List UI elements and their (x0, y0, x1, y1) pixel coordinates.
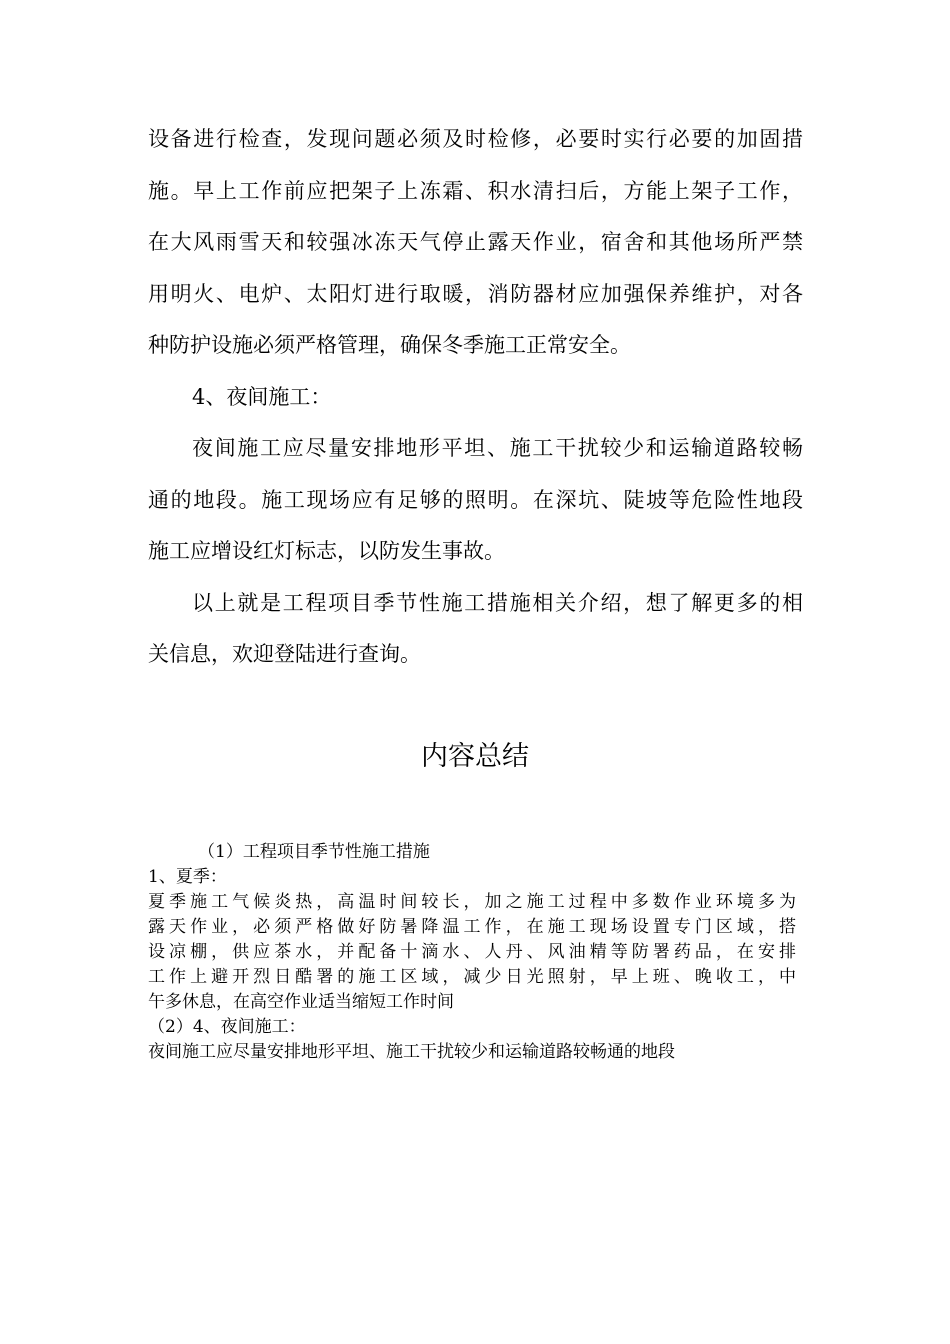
text-line: 用明火、电炉、太阳灯进行取暖，消防器材应加强保养维护，对各 (148, 281, 803, 306)
summary-line: 露天作业，必须严格做好防暑降温工作，在施工现场设置专门区域，搭 (148, 917, 796, 937)
summary-title: 内容总结 (421, 741, 529, 772)
summary-line: 1、夏季： (148, 867, 227, 887)
text-line: 通的地段。施工现场应有足够的照明。在深坑、陡坡等危险性地段 (148, 487, 803, 512)
text-line: 以上就是工程项目季节性施工措施相关介绍，想了解更多的相 (192, 590, 803, 615)
summary-line: 夏季施工气候炎热，高温时间较长，加之施工过程中多数作业环境多为 (148, 892, 796, 912)
body-text (148, 114, 803, 681)
text-line: 在大风雨雪天和较强冰冻天气停止露天作业，宿舍和其他场所严禁 (148, 230, 803, 254)
paragraph-winter-safety (148, 114, 803, 372)
summary-block (148, 840, 796, 1065)
paragraph-night-work (148, 423, 803, 578)
section-heading-night-work (148, 372, 803, 424)
summary-line: 设凉棚，供应茶水，并配备十滴水、人丹、风油精等防署药品，在安排 (148, 942, 796, 962)
summary-line: （1）工程项目季节性施工措施 (198, 842, 430, 862)
text-line: 设备进行检查，发现问题必须及时检修，必要时实行必要的加固措 (148, 127, 803, 151)
text-line: 施。早上工作前应把架子上冻霜、积水清扫后，方能上架子工作， (148, 178, 803, 203)
paragraph-closing (148, 578, 803, 681)
text-line: 关信息，欢迎登陆进行查询。 (148, 642, 421, 666)
summary-line: 午多休息，在高空作业适当缩短工作时间 (148, 992, 454, 1012)
summary-line: 夜间施工应尽量安排地形平坦、施工干扰较少和运输道路较畅通的地段 (148, 1042, 675, 1062)
text-line: 施工应增设红灯标志，以防发生事故。 (148, 539, 505, 563)
summary-line: 工作上避开烈日酷署的施工区域，减少日光照射，早上班、晚收工，中 (148, 967, 796, 987)
summary-line: （2）4、夜间施工： (148, 1017, 306, 1037)
heading-text: 4、夜间施工： (192, 384, 332, 409)
text-line: 种防护设施必须严格管理，确保冬季施工正常安全。 (148, 333, 631, 357)
text-line: 夜间施工应尽量安排地形平坦、施工干扰较少和运输道路较畅 (192, 436, 803, 460)
